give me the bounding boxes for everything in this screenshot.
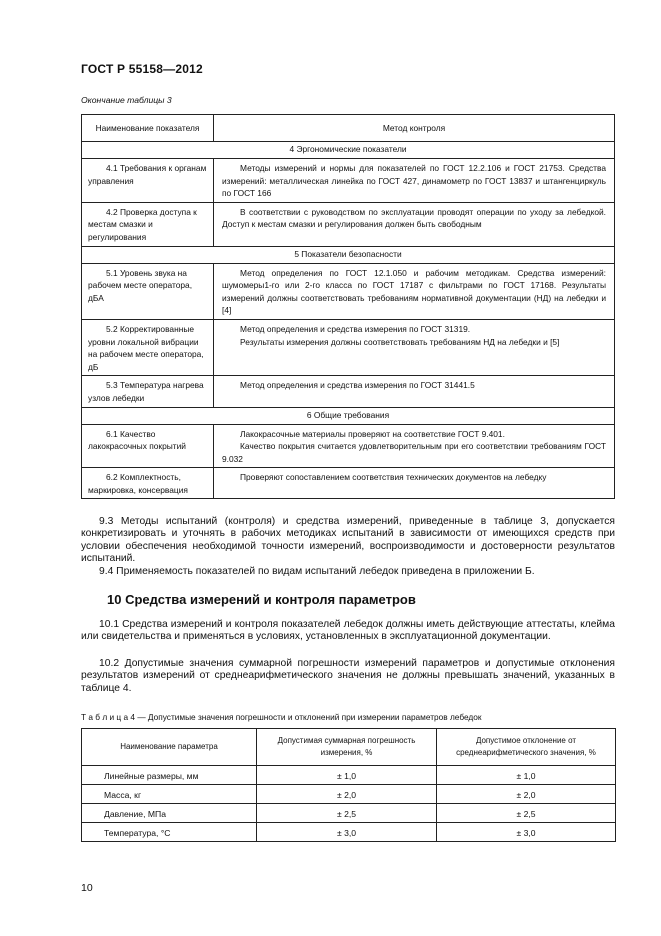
table-row <box>82 766 616 785</box>
method-cell: Методы измерений и нормы для показателей по ГОСТ 12.2.106 и ГОСТ 21753. Средства измерений: металлическая линейка по ГОСТ 427, динамометр по ГОСТ 13837 и штангенциркуль по ГОСТ 166 <box>214 159 615 203</box>
section-title: 5 Показатели безопасности <box>82 246 615 263</box>
table-header-row <box>82 729 616 766</box>
deviation-cell: ± 2,0 <box>437 785 616 804</box>
table-row <box>82 202 615 246</box>
error-cell: ± 3,0 <box>257 823 437 842</box>
parameter-cell: Температура, °С <box>82 823 257 842</box>
indicator-cell: 6.2 Комплектность, маркировка, консервация <box>82 468 214 499</box>
method-cell: Метод определения и средства измерения по ГОСТ 31441.5 <box>214 376 615 407</box>
indicator-cell: 5.2 Корректированные уровни локальной вибрации на рабочем месте оператора, дБ <box>82 319 214 375</box>
paragraph-10-1: 10.1 Средства измерений и контроля показателей лебедок должны иметь действующие аттестаты, клейма или свидетельства и применяться в условиях, установленных в эксплуатационной документации. <box>81 619 615 643</box>
document-header: ГОСТ Р 55158—2012 <box>81 62 203 76</box>
paragraph-9-4: 9.4 Применяемость показателей по видам испытаний лебедок приведена в приложении Б. <box>99 566 535 577</box>
table-row <box>82 823 616 842</box>
table-row <box>82 319 615 375</box>
indicator-cell: 5.3 Температура нагрева узлов лебедки <box>82 376 214 407</box>
method-cell <box>214 424 615 468</box>
method-line: Качество покрытия считается удовлетворительным при его соответствии требованиям ГОСТ 9.032 <box>222 441 606 464</box>
column-header-error: Допустимая суммарная погрешность измерения, % <box>257 729 437 766</box>
table3-caption: Окончание таблицы 3 <box>81 95 172 105</box>
indicator-cell: 4.1 Требования к органам управления <box>82 159 214 203</box>
method-line: Результаты измерения должны соответствовать требованиям НД на лебедки и [5] <box>240 336 560 347</box>
column-header-method: Метод контроля <box>214 115 615 142</box>
deviation-cell: ± 2,5 <box>437 804 616 823</box>
method-cell <box>214 319 615 375</box>
section-row <box>82 246 615 263</box>
error-cell: ± 1,0 <box>257 766 437 785</box>
method-cell: Метод определения по ГОСТ 12.1.050 и рабочим методикам. Средства измерений: шумомеры1-го или 2-го класса по ГОСТ 17187 с фильтрами по ГОСТ 17168. Результаты измерений должны соответствовать требованиям нормативной документации (НД) на лебедки и [4] <box>214 263 615 319</box>
error-cell: ± 2,5 <box>257 804 437 823</box>
method-cell: Проверяют сопоставлением соответствия технических документов на лебедку <box>214 468 615 499</box>
indicator-cell: 5.1 Уровень звука на рабочем месте оператора, дБА <box>82 263 214 319</box>
table-row <box>82 804 616 823</box>
table-row <box>82 376 615 407</box>
table-4 <box>81 728 616 842</box>
column-header-parameter: Наименование параметра <box>82 729 257 766</box>
table4-caption: Т а б л и ц а 4 — Допустимые значения погрешности и отклонений при измерении параметров лебедок <box>81 712 482 722</box>
column-header-deviation: Допустимое отклонение от среднеарифметического значения, % <box>437 729 616 766</box>
deviation-cell: ± 1,0 <box>437 766 616 785</box>
table-row <box>82 263 615 319</box>
section-10-heading: 10 Средства измерений и контроля параметров <box>107 592 416 607</box>
table-row <box>82 468 615 499</box>
indicator-cell: 6.1 Качество лакокрасочных покрытий <box>82 424 214 468</box>
table-row <box>82 424 615 468</box>
section-title: 4 Эргономические показатели <box>82 142 615 159</box>
table-header-row <box>82 115 615 142</box>
method-line: Метод определения и средства измерения по ГОСТ 31319. <box>240 323 471 334</box>
method-cell: В соответствии с руководством по эксплуатации проводят операции по уходу за лебедкой. Доступ к местам смазки и регулирования должен быть свободным <box>214 202 615 246</box>
column-header-indicator: Наименование показателя <box>82 115 214 142</box>
method-line: Лакокрасочные материалы проверяют на соответствие ГОСТ 9.401. <box>240 428 505 439</box>
error-cell: ± 2,0 <box>257 785 437 804</box>
section-row <box>82 142 615 159</box>
parameter-cell: Линейные размеры, мм <box>82 766 257 785</box>
paragraph-10-2: 10.2 Допустимые значения суммарной погрешности измерений параметров и допустимые отклонения результатов измерений от среднеарифметического значения не должны превышать значений, указанных в таблице 4. <box>81 658 615 694</box>
table-3 <box>81 114 615 499</box>
deviation-cell: ± 3,0 <box>437 823 616 842</box>
indicator-cell: 4.2 Проверка доступа к местам смазки и регулирования <box>82 202 214 246</box>
section-row <box>82 407 615 424</box>
section-title: 6 Общие требования <box>82 407 615 424</box>
table-row <box>82 159 615 203</box>
paragraph-9-3: 9.3 Методы испытаний (контроля) и средства измерений, приведенные в таблице 3, допускается конкретизировать и уточнять в рабочих методиках испытаний в зависимости от имеющихся средств при условии обеспечения необходимой точности измерений, воспроизводимости и достоверности результатов испытаний. <box>81 516 615 565</box>
table-row <box>82 785 616 804</box>
parameter-cell: Давление, МПа <box>82 804 257 823</box>
parameter-cell: Масса, кг <box>82 785 257 804</box>
page-number: 10 <box>81 882 93 894</box>
